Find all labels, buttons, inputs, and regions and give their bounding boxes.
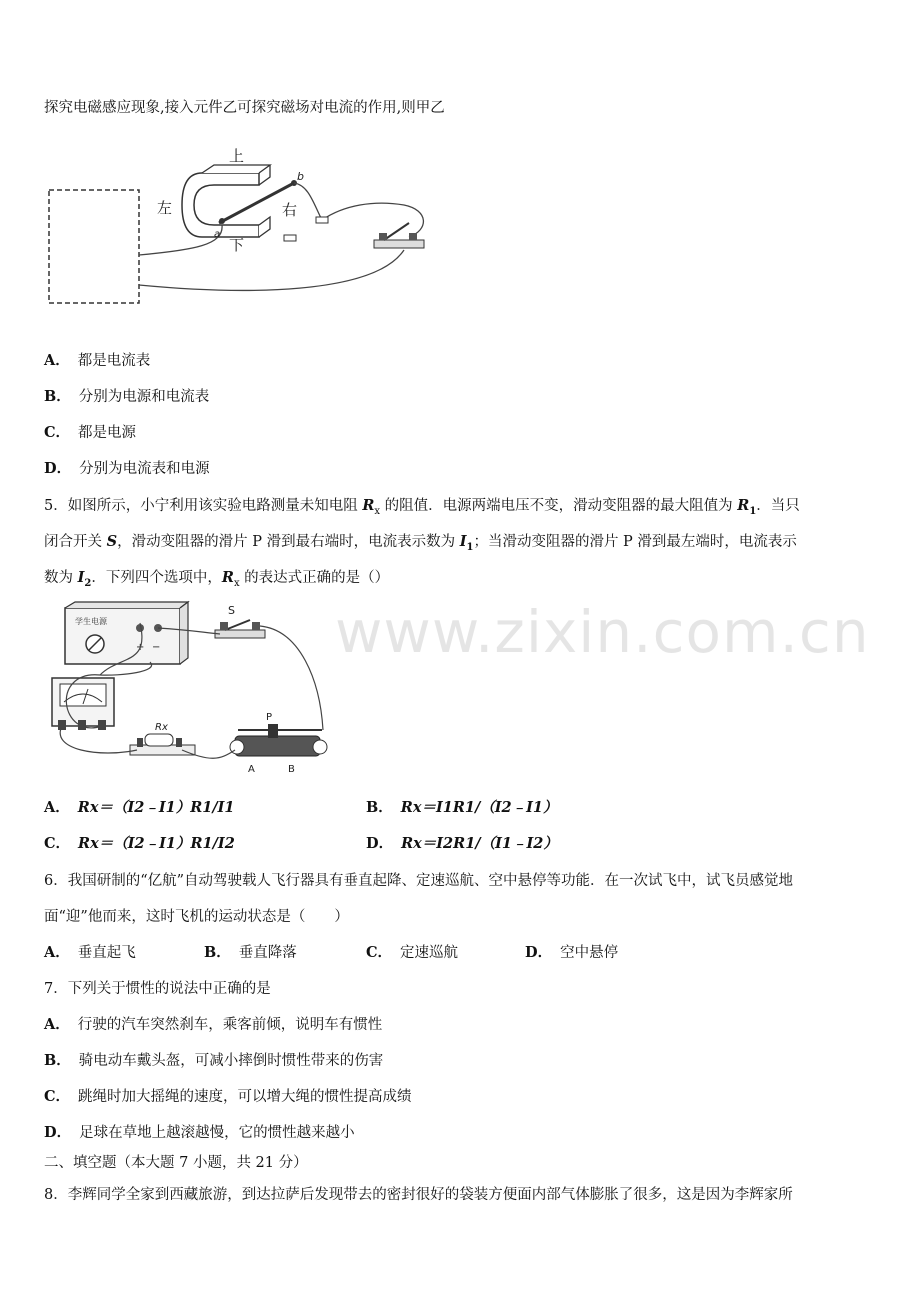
switch-s — [215, 630, 265, 638]
q5-option-a: A． Rx＝（I2﹣I1）R1/I1 — [44, 799, 235, 816]
section-2-title: 二、填空题（本大题 7 小题，共 21 分） — [44, 1155, 308, 1171]
q4-stem-tail: 探究电磁感应现象,接入元件乙可探究磁场对电流的作用,则甲乙 — [44, 100, 445, 116]
q4-option-d: D． 分别为电流表和电源 — [44, 460, 210, 477]
q7-option-d: D． 足球在草地上越滚越慢，它的惯性越来越小 — [44, 1124, 355, 1141]
label-up: 上 — [229, 147, 245, 165]
q4-option-c: C． 都是电源 — [44, 424, 137, 441]
q6-option-b: B． 垂直降落 — [204, 944, 297, 961]
q4-option-b: B． 分别为电源和电流表 — [44, 388, 210, 405]
rheostat — [235, 736, 320, 756]
power-supply-label: 学生电源 — [75, 617, 107, 626]
q7-option-b: B． 骑电动车戴头盔，可减小摔倒时惯性带来的伤害 — [44, 1052, 384, 1069]
q6-line-1: 6．我国研制的“亿航”自动驾驶载人飞行器具有垂直起降、定速巡航、空中悬停等功能．在一次试飞中，试飞员感觉地 — [44, 873, 794, 889]
q5-line-2: 闭合开关 S，滑动变阻器的滑片 P 滑到最右端时，电流表示数为 $I_1$；当滑动变阻器的滑片 P 滑到最左端时，电流表示 — [44, 533, 797, 553]
switch-base — [374, 240, 424, 248]
label-down: 下 — [229, 236, 245, 254]
label-a: a — [214, 229, 221, 240]
q6-option-a: A． 垂直起飞 — [44, 944, 136, 961]
u-magnet — [182, 173, 259, 237]
q8-line-1: 8．李辉同学全家到西藏旅游，到达拉萨后发现带去的密封很好的袋装方便面内部气体膨胀了很多，这是因为李辉家所 — [44, 1187, 793, 1203]
svg-text:+: + — [136, 642, 145, 653]
q5-option-c: C． Rx＝（I2﹣I1）R1/I2 — [44, 835, 235, 852]
label-a: A — [248, 764, 255, 775]
q4-figure — [44, 145, 444, 310]
q5-option-d: D． Rx＝I2R1/（I1﹣I2） — [366, 835, 558, 852]
watermark: www.zixin.com.cn — [335, 598, 870, 666]
q6-line-2: 面“迎”他而来，这时飞机的运动状态是（ ） — [44, 909, 349, 925]
label-right: 右 — [282, 201, 298, 219]
label-b: b — [297, 170, 304, 183]
label-p: P — [266, 712, 273, 723]
label-b: B — [288, 764, 295, 775]
label-s: S — [228, 604, 235, 617]
q5-figure — [40, 600, 340, 780]
q5-option-b: B． Rx＝I1R1/（I2﹣I1） — [366, 799, 558, 816]
q7-stem: 7．下列关于惯性的说法中正确的是 — [44, 981, 271, 997]
q6-option-c: C． 定速巡航 — [366, 944, 459, 961]
label-rx: Rx — [155, 722, 168, 733]
q7-option-a: A． 行驶的汽车突然刹车，乘客前倾，说明车有惯性 — [44, 1016, 383, 1033]
q4-option-a: A． 都是电流表 — [44, 352, 151, 369]
svg-text:−: − — [152, 642, 161, 653]
q7-option-c: C． 跳绳时加大摇绳的速度，可以增大绳的惯性提高成绩 — [44, 1088, 412, 1105]
q5-line-1: 5．如图所示，小宁利用该实验电路测量未知电阻 $R_x$ 的阻值．电源两端电压不变，滑动变阻器的最大阻值为 $R_1$．当只 — [44, 497, 800, 517]
q6-option-d: D． 空中悬停 — [525, 944, 619, 961]
label-left: 左 — [157, 199, 173, 217]
unknown-element-box — [49, 190, 139, 303]
q5-line-3: 数为 $I_2$．下列四个选项中，$R_x$ 的表达式正确的是（） — [44, 569, 390, 589]
